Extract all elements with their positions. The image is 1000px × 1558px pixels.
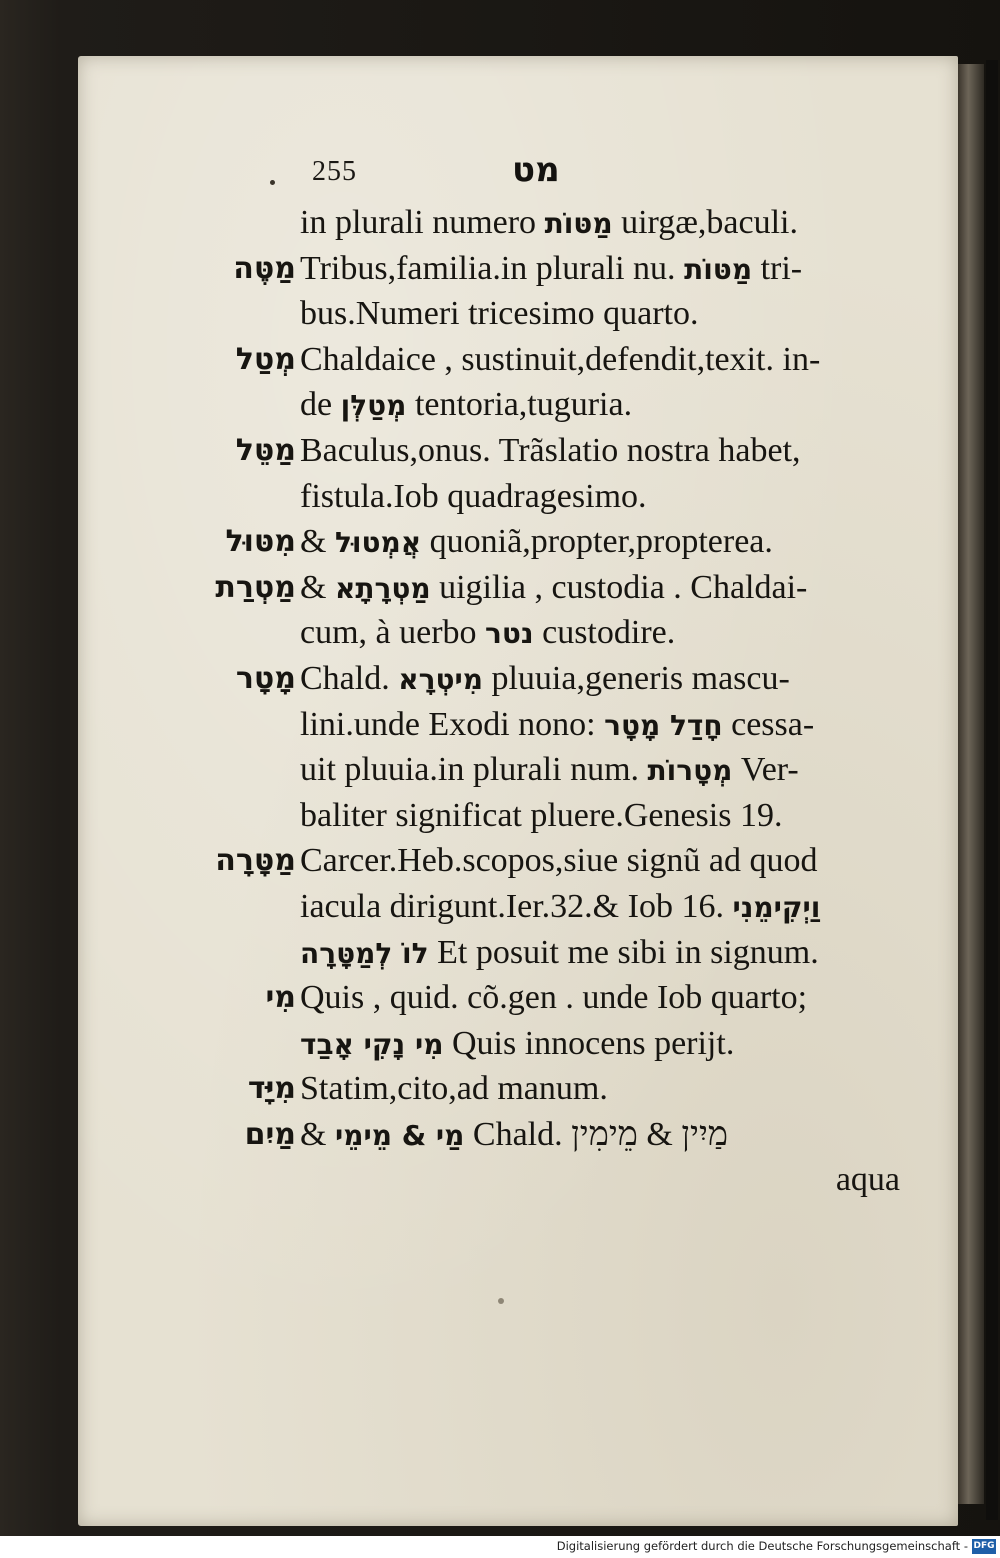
ink-speck (498, 1298, 504, 1304)
lemma-headword: מִי (265, 980, 296, 1016)
text-line (200, 291, 910, 337)
lemma-headword: מַטָּרָה (215, 843, 296, 879)
latin-text: iacula dirigunt.Ier.32.& Iob 16. (300, 887, 733, 925)
latin-text: bus.Numeri tricesimo quarto. (300, 295, 699, 333)
line-body (300, 793, 782, 840)
lemma-headword: מִיָּד (247, 1071, 296, 1107)
latin-tail: tentoria,tuguria. (406, 386, 633, 424)
text-line (200, 200, 910, 246)
text-line (200, 474, 910, 520)
latin-text: & (300, 1115, 335, 1153)
line-body (300, 337, 820, 384)
line-body (300, 930, 819, 977)
hebrew-word: לוֹ לְמַטָּרָה (300, 936, 429, 970)
hebrew-word: נטר (485, 617, 534, 651)
latin-text: in plurali numero (300, 204, 545, 241)
latin-tail: pluuia,generis mascu- (482, 659, 790, 697)
latin-text: Baculus,onus. Trãslatio nostra habet, (300, 431, 801, 469)
hebrew-word: אֲמְטוּל (334, 526, 422, 560)
lemma-headword: מַיִם (244, 1116, 296, 1152)
adjacent-page-edge (958, 64, 984, 1504)
hebrew-word: מַטּוֹת (684, 252, 753, 286)
latin-text: Tribus,familia.in plurali nu. (300, 249, 685, 287)
text-line (200, 975, 910, 1021)
latin-text: fistula.Iob quadragesimo. (300, 477, 647, 515)
page-header (300, 150, 600, 200)
latin-text: Chald. (300, 659, 399, 697)
line-body (300, 291, 698, 338)
hebrew-word: מְטָרוֹת (647, 754, 733, 788)
hebrew-word: מְטַלְּן (340, 389, 407, 423)
hebrew-word: מַטּוֹת (544, 207, 613, 240)
latin-text: Statim,cito,ad manum. (300, 1070, 608, 1108)
latin-tail: Et posuit me sibi in signum. (428, 933, 819, 971)
line-body (300, 975, 807, 1022)
latin-tail: Quis innocens perijt. (443, 1024, 735, 1062)
latin-text: & (300, 568, 335, 606)
latin-text: baliter significat pluere.Genesis 19. (300, 796, 783, 834)
line-body (300, 519, 773, 566)
line-body (300, 246, 802, 293)
lemma-headword: מָטָר (235, 660, 296, 696)
text-line (200, 610, 910, 656)
lemma-headword: מַטֶּה (233, 250, 296, 286)
text-line (200, 246, 910, 292)
latin-text: Chaldaice , sustinuit,defendit,texit. in- (300, 340, 821, 378)
text-line (200, 565, 910, 611)
dfg-logo: DFG (972, 1539, 996, 1554)
line-body (300, 1066, 608, 1113)
lemma-headword: מַטֵּל (235, 432, 296, 468)
hebrew-word: מִי נָקִי אָבַד (300, 1027, 444, 1061)
text-line (200, 793, 910, 839)
latin-tail: Chald. מַיִין & מֵימִין (464, 1115, 729, 1153)
hebrew-word: מִיטְרָא (398, 662, 483, 696)
latin-tail: aqua (835, 1161, 900, 1199)
binding-shadow (986, 60, 998, 1520)
footer-bar (0, 1536, 1000, 1558)
text-line (200, 930, 910, 976)
line-body (300, 565, 807, 612)
line-body (300, 656, 790, 703)
lemma-headword: מַטְרַת (215, 569, 296, 605)
text-line (200, 1112, 910, 1158)
hebrew-word: מַטְרָתָא (334, 571, 431, 605)
latin-text: uit pluuia.in plurali num. (300, 751, 648, 789)
line-body (300, 610, 675, 657)
line-body (300, 884, 820, 931)
latin-tail: uigilia , custodia . Chaldai- (430, 568, 808, 606)
line-body (300, 1112, 728, 1159)
text-line (200, 337, 910, 383)
latin-text: de (300, 386, 341, 424)
lemma-headword: מִטּוּל (225, 524, 296, 560)
lemma-headword: מְטַל (235, 341, 296, 377)
text-line (200, 747, 910, 793)
hebrew-word: חָדַל מָטָר (604, 708, 723, 742)
text-line (200, 702, 910, 748)
text-line (200, 428, 910, 474)
text-line (200, 1066, 910, 1112)
latin-text: Quis , quid. cõ.gen . unde Iob quarto; (300, 979, 808, 1017)
text-line (200, 382, 910, 428)
line-body (300, 200, 798, 247)
latin-text: & (300, 523, 335, 561)
latin-tail: tri- (752, 249, 803, 287)
line-body (300, 747, 799, 794)
latin-tail: custodire. (533, 614, 676, 652)
footer-credit: Digitalisierung gefördert durch die Deutsche Forschungsgemeinschaft - (556, 1539, 968, 1553)
text-line (200, 1157, 910, 1203)
text-line (200, 1021, 910, 1067)
latin-tail: quoniã,propter,propterea. (421, 523, 773, 561)
text-line (200, 519, 910, 565)
hebrew-word: מַי & מֵימֵי (334, 1118, 465, 1152)
latin-text: Carcer.Heb.scopos,siue signũ ad quod (300, 842, 818, 880)
ink-dot (270, 180, 275, 185)
latin-text: cum, à uerbo (300, 614, 486, 652)
text-line (200, 838, 910, 884)
line-body (300, 838, 817, 885)
text-line (200, 656, 910, 702)
running-head: מט (512, 150, 560, 190)
latin-tail: Ver- (732, 751, 799, 789)
latin-text: lini.unde Exodi nono: (300, 705, 605, 743)
line-body (300, 428, 801, 475)
page-number: 255 (312, 156, 357, 187)
line-body (300, 382, 632, 429)
latin-tail: cessa- (722, 705, 815, 743)
line-body (836, 1157, 900, 1204)
hebrew-word: וַיְקִימֵנִי (732, 890, 821, 924)
line-body (300, 1021, 734, 1068)
line-body (300, 702, 814, 749)
text-line (200, 884, 910, 930)
line-body (300, 474, 647, 521)
dictionary-text-block (200, 200, 910, 1203)
latin-tail: uirgæ,baculi. (612, 204, 798, 241)
